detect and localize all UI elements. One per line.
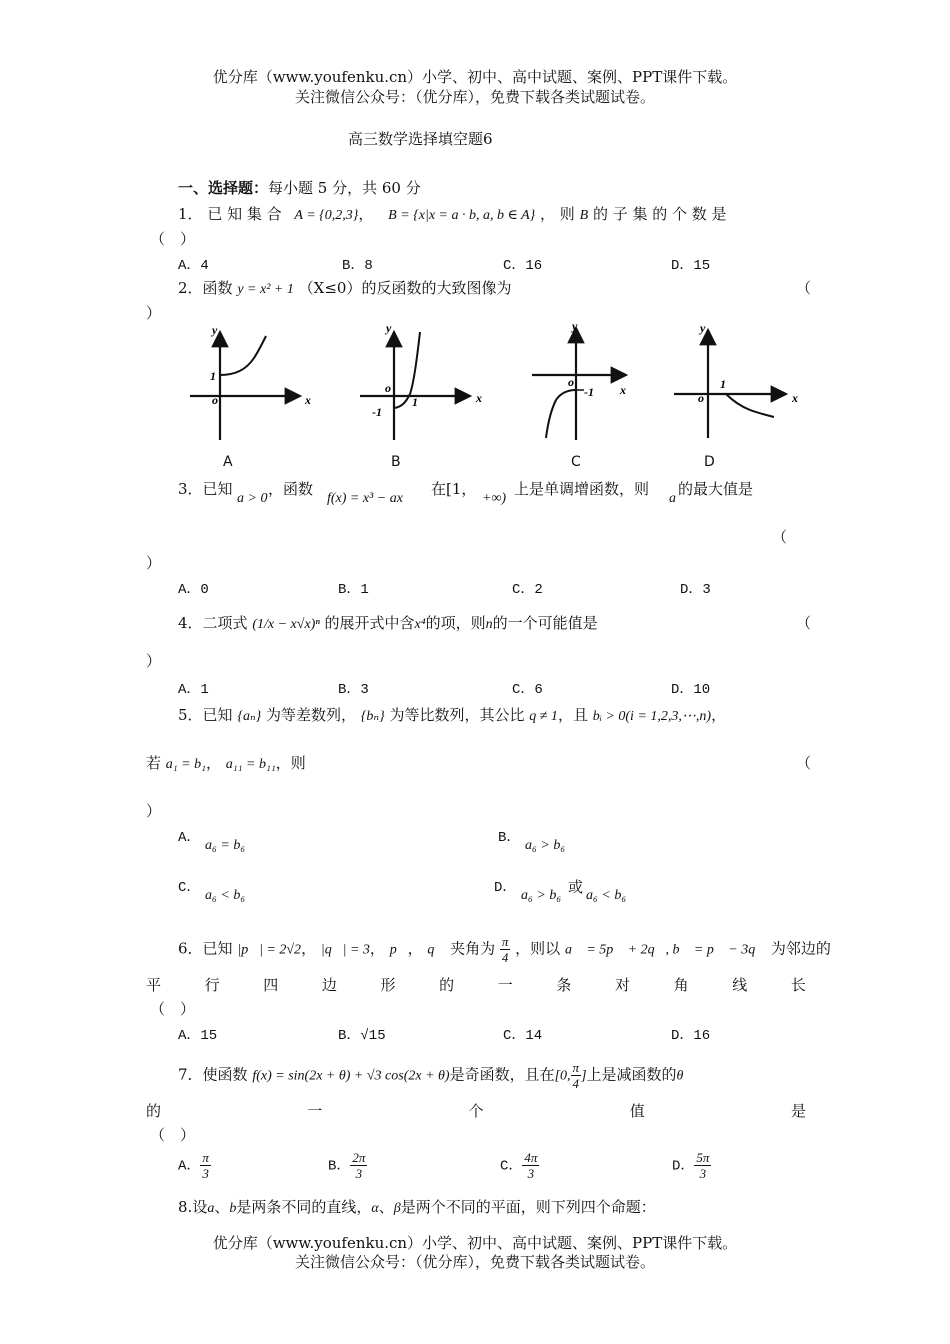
graph-a-label: A xyxy=(223,454,233,470)
q7-option-b-label: B． xyxy=(328,1158,351,1175)
q3-option-b: B．1 xyxy=(338,582,369,598)
q6-option-b: B．√15 xyxy=(338,1028,386,1044)
footer-line-1: 优分库（www.youfenku.cn）小学、初中、高中试题、案例、PPT课件下载。 xyxy=(212,1234,738,1252)
q6-text-a: 已知 xyxy=(202,939,233,958)
q5-text-d: ，且 xyxy=(557,706,588,724)
q3-var: a xyxy=(669,491,676,506)
q7-option-c-den: 3 xyxy=(527,1166,535,1181)
q7-option-a-label: A． xyxy=(178,1158,201,1175)
q5-cond: bᵢ > 0(i = 1,2,3,⋯,n) xyxy=(592,709,712,724)
q7-func: f(x) = sin(2x + θ) + √3 cos(2x + θ) xyxy=(252,1068,450,1084)
q6-char: 四 xyxy=(263,976,279,994)
q7-option-d-frac xyxy=(694,1150,711,1181)
q3-text-a: 已知 xyxy=(202,480,233,498)
graph-d-label: D xyxy=(704,454,715,470)
q3-option-c: C．2 xyxy=(512,582,543,598)
q6-number: 6． xyxy=(178,939,203,958)
q6-q-vec: q⃗ xyxy=(427,942,446,958)
q6-angle-den: 4 xyxy=(501,950,509,965)
q5-text-f: 若 xyxy=(146,754,162,772)
q5-paren-open: （ xyxy=(796,754,812,772)
q2-number: 2． xyxy=(178,279,203,297)
q6-angle-num: π xyxy=(501,934,509,949)
graph-b-label: B xyxy=(391,454,401,470)
graph-b-tick-m1: -1 xyxy=(372,405,382,419)
q4-option-a: A．1 xyxy=(178,682,209,698)
graph-a-x-label: x xyxy=(305,393,311,407)
q6-char: 行 xyxy=(204,976,220,994)
graph-a-origin: o xyxy=(212,393,218,407)
q5-option-a-label: A． xyxy=(178,830,201,846)
q7-option-c-label: C． xyxy=(500,1158,523,1175)
graph-c xyxy=(532,319,626,440)
q5-option-c-label: C． xyxy=(178,880,201,896)
graph-d-curve xyxy=(726,394,774,417)
q4-text-b: 的展开式中含 xyxy=(324,614,415,632)
q1-option-c: C．16 xyxy=(503,258,543,274)
q5-text-h: ，则 xyxy=(275,754,306,772)
q8-alpha: α xyxy=(371,1201,379,1216)
q8-sep: 、 xyxy=(214,1198,230,1216)
q6-sep3: ， xyxy=(407,939,423,958)
q1-var: B xyxy=(579,208,589,223)
q7-char: 的 xyxy=(146,1102,162,1120)
q5-eq2: a₁₁ = b₁₁ xyxy=(225,757,276,772)
q6-text-c: ，则以 xyxy=(515,939,561,958)
graph-c-origin: o xyxy=(568,375,574,389)
q1-option-d: D．15 xyxy=(671,258,711,274)
q7-spread-line xyxy=(146,1100,806,1121)
q6-char: 边 xyxy=(321,976,337,994)
q7-var: θ xyxy=(676,1068,684,1084)
q3-text-c: 在[1， xyxy=(431,480,477,498)
q8-number: 8. xyxy=(178,1198,193,1216)
graph-c-curve xyxy=(546,390,576,438)
q6-char: 形 xyxy=(380,976,396,994)
q3-func: f(x) = x³ − ax xyxy=(327,491,403,506)
q7-option-c xyxy=(500,1150,539,1181)
graph-a-curve xyxy=(220,336,266,375)
q4-text-a: 二项式 xyxy=(202,614,248,632)
q6-option-d: D．16 xyxy=(671,1028,711,1044)
q7-int-num: π xyxy=(572,1060,580,1075)
header-line-1: 优分库（www.youfenku.cn）小学、初中、高中试题、案例、PPT课件下载。 xyxy=(212,68,738,86)
q7-option-b xyxy=(328,1150,367,1181)
footer-line-2: 关注微信公众号：（优分库），免费下载各类试题试卷。 xyxy=(294,1253,655,1271)
q8-beta: β xyxy=(393,1201,401,1216)
q5-option-d-label: D． xyxy=(494,880,517,896)
q2-text-a: 函数 xyxy=(202,279,233,297)
q3-number: 3． xyxy=(178,480,203,498)
q7-int-close: ] xyxy=(581,1068,587,1084)
q5-option-b: a₆ > b₆ xyxy=(525,838,566,853)
q1-option-a: A．4 xyxy=(178,258,209,274)
q6-char: 条 xyxy=(556,976,572,994)
q7-char: 个 xyxy=(468,1102,484,1120)
q5-option-d2: a₆ < b₆ xyxy=(586,888,627,903)
q2-func: y = x² + 1 xyxy=(237,282,294,297)
q2-paren-close: ） xyxy=(146,304,162,322)
graph-d-x-label: x xyxy=(792,391,798,405)
q6-sep1: ， xyxy=(301,939,317,958)
graph-b-y-label: y xyxy=(386,321,392,335)
q5-line-2 xyxy=(146,752,306,773)
q3-text-e: 的最大值是 xyxy=(678,480,754,498)
q6-text-b: 夹角为 xyxy=(450,939,496,958)
q6-char: 的 xyxy=(439,976,455,994)
q5-seq-a: {aₙ} xyxy=(237,709,262,724)
q5-text-c: 为等比数列，其公比 xyxy=(389,706,525,724)
q4-term: x⁴ xyxy=(414,617,426,632)
q3-lead xyxy=(178,478,233,499)
header-line-2: 关注微信公众号：（优分库），免费下载各类试题试卷。 xyxy=(294,88,655,106)
q1-option-b: B．8 xyxy=(342,258,373,274)
q6-char: 一 xyxy=(497,976,513,994)
q8-text-b: 是两条不同的直线， xyxy=(236,1198,372,1216)
q7-option-a-den: 3 xyxy=(202,1166,209,1181)
q7-option-a xyxy=(178,1150,211,1181)
q1-text-c: 的 子 集 的 个 数 是 xyxy=(592,205,727,223)
q6-char: 线 xyxy=(732,976,748,994)
question-5 xyxy=(178,704,726,725)
graph-d xyxy=(674,321,798,438)
q7-int-open: [0, xyxy=(554,1068,571,1084)
q3-interval-end: +∞) xyxy=(482,491,507,506)
q5-option-d-or: 或 xyxy=(568,878,584,896)
q8-text-c: 是两个不同的平面，则下列四个命题： xyxy=(400,1198,656,1216)
graph-d-origin: o xyxy=(698,391,704,405)
q1-text-b: ， 则 xyxy=(540,205,575,223)
q5-text-e: ， xyxy=(711,706,727,724)
q5-option-a: a₆ = b₆ xyxy=(205,838,246,853)
q6-vecs: a⃗ = 5p⃗ + 2q⃗, b⃗ = p⃗ − 3q⃗ xyxy=(564,942,767,958)
q4-paren-open: （ xyxy=(796,614,812,632)
graph-d-tick-1: 1 xyxy=(720,377,726,391)
q5-eq1: a₁ = b₁ xyxy=(165,757,206,772)
q2-paren-open: （ xyxy=(796,279,812,297)
section-heading xyxy=(178,177,421,198)
q7-text-c: 上是减函数的 xyxy=(586,1065,677,1084)
q7-option-c-num: 4π xyxy=(524,1150,538,1165)
q6-sep2: ， xyxy=(369,939,385,958)
q6-char: 平 xyxy=(146,976,162,994)
q6-p-len: |p⃗| = 2√2 xyxy=(237,942,302,958)
q4-paren-close: ） xyxy=(146,652,162,670)
q7-int-frac xyxy=(571,1060,582,1091)
q7-char: 是 xyxy=(790,1102,806,1120)
q2-graphs xyxy=(180,318,820,448)
section-label: 一、选择题： xyxy=(178,179,269,197)
q7-option-d-num: 5π xyxy=(696,1150,710,1165)
q3-cond: a > 0 xyxy=(237,491,268,506)
q7-option-b-frac xyxy=(350,1150,367,1181)
graph-c-tick-m1: -1 xyxy=(584,385,594,399)
q3-paren-close: ） xyxy=(146,554,162,572)
graph-b xyxy=(360,321,482,440)
q4-expr: (1/x − x√x)ⁿ xyxy=(252,617,320,632)
q1-number: 1． xyxy=(178,205,203,223)
q6-paren: （ ） xyxy=(150,1000,196,1018)
q7-option-a-num: π xyxy=(202,1150,209,1165)
graph-b-x-label: x xyxy=(476,391,482,405)
page-title: 高三数学选择填空题6 xyxy=(348,130,493,148)
q7-text-b: 是奇函数，且在 xyxy=(449,1065,555,1084)
q6-char: 角 xyxy=(673,976,689,994)
graph-a xyxy=(190,323,311,440)
graph-d-y-label: y xyxy=(700,321,706,335)
q7-option-b-num: 2π xyxy=(352,1150,366,1165)
q8-text-a: 设 xyxy=(192,1198,208,1216)
q4-text-d: 的一个可能值是 xyxy=(492,614,598,632)
q7-char: 值 xyxy=(629,1102,645,1120)
q5-option-b-label: B． xyxy=(498,830,521,846)
q7-option-c-frac xyxy=(522,1150,539,1181)
q6-angle xyxy=(500,934,511,965)
q3-paren-open: （ xyxy=(772,528,788,546)
q6-p-vec: p⃗ xyxy=(389,942,408,958)
q5-ratio: q ≠ 1 xyxy=(529,709,558,724)
q5-text-b: 为等差数列， xyxy=(266,706,357,724)
q8-sep2: 、 xyxy=(378,1198,394,1216)
q1-paren: （ ） xyxy=(150,230,196,248)
q3-text-b: ，函数 xyxy=(268,480,314,498)
q4-option-c: C．6 xyxy=(512,682,543,698)
q8-a: a xyxy=(207,1201,215,1216)
q5-seq-b: {bₙ} xyxy=(360,709,385,724)
q7-paren: （ ） xyxy=(150,1126,196,1144)
q5-number: 5． xyxy=(178,706,203,724)
q3-option-a: A．0 xyxy=(178,582,209,598)
q6-char: 对 xyxy=(615,976,631,994)
q4-option-d: D．10 xyxy=(671,682,711,698)
graph-c-y-label: y xyxy=(572,319,578,333)
q7-option-d xyxy=(672,1150,711,1181)
q7-number: 7． xyxy=(178,1065,203,1084)
q7-int-den: 4 xyxy=(572,1076,580,1091)
graph-c-label: C xyxy=(571,454,581,470)
graph-a-y-label: y xyxy=(212,323,218,337)
q7-text-a: 使函数 xyxy=(202,1065,248,1084)
section-detail: 每小题 5 分，共 60 分 xyxy=(268,179,421,197)
q4-text-c: 的项，则 xyxy=(425,614,486,632)
q3-option-d: D．3 xyxy=(680,582,711,598)
q5-text-a: 已知 xyxy=(202,706,233,724)
graph-b-tick-1: 1 xyxy=(412,395,418,409)
q7-char: 一 xyxy=(307,1102,323,1120)
question-6 xyxy=(178,934,831,965)
graph-a-tick-1: 1 xyxy=(210,369,216,383)
q4-number: 4． xyxy=(178,614,203,632)
q2-cond: （X≤0）的反函数的大致图像为 xyxy=(298,279,512,297)
q6-text-d: 为邻边的 xyxy=(770,939,831,958)
q5-text-g: ， xyxy=(205,754,221,772)
q7-option-d-den: 3 xyxy=(699,1166,707,1181)
question-2 xyxy=(178,277,511,298)
q6-option-a: A．15 xyxy=(178,1028,218,1044)
q4-var: n xyxy=(485,617,493,632)
q8-b: b xyxy=(229,1201,237,1216)
q1-text-a: 已 知 集 合 xyxy=(207,205,282,223)
q6-char: 长 xyxy=(790,976,806,994)
q6-q-len: |q⃗| = 3 xyxy=(320,942,370,958)
graph-b-origin: o xyxy=(385,381,391,395)
q4-option-b: B．3 xyxy=(338,682,369,698)
q5-option-c: a₆ < b₆ xyxy=(205,888,246,903)
q1-set-a: A = {0,2,3} xyxy=(294,208,359,223)
q1-set-b: B = {x|x = a · b, a, b ∈ A} xyxy=(388,208,536,223)
question-8 xyxy=(178,1196,656,1217)
q5-paren-close: ） xyxy=(146,802,162,820)
q3-text-d: 上是单调增函数，则 xyxy=(514,480,650,498)
q7-option-b-den: 3 xyxy=(355,1166,363,1181)
q6-option-c: C．14 xyxy=(503,1028,543,1044)
question-4 xyxy=(178,612,598,633)
question-1: 1． 已 知 集 合 A = {0,2,3}， B = {x|x = a · b, a, b ∈ A} ， 则 B 的 子 集 的 个 数 是 xyxy=(178,205,727,223)
q5-option-d1: a₆ > b₆ xyxy=(521,888,562,903)
q6-spread-line xyxy=(146,974,806,995)
q7-option-d-label: D． xyxy=(672,1158,695,1175)
q7-option-a-frac xyxy=(200,1150,211,1181)
graph-c-x-label: x xyxy=(620,383,626,397)
question-7 xyxy=(178,1060,683,1091)
